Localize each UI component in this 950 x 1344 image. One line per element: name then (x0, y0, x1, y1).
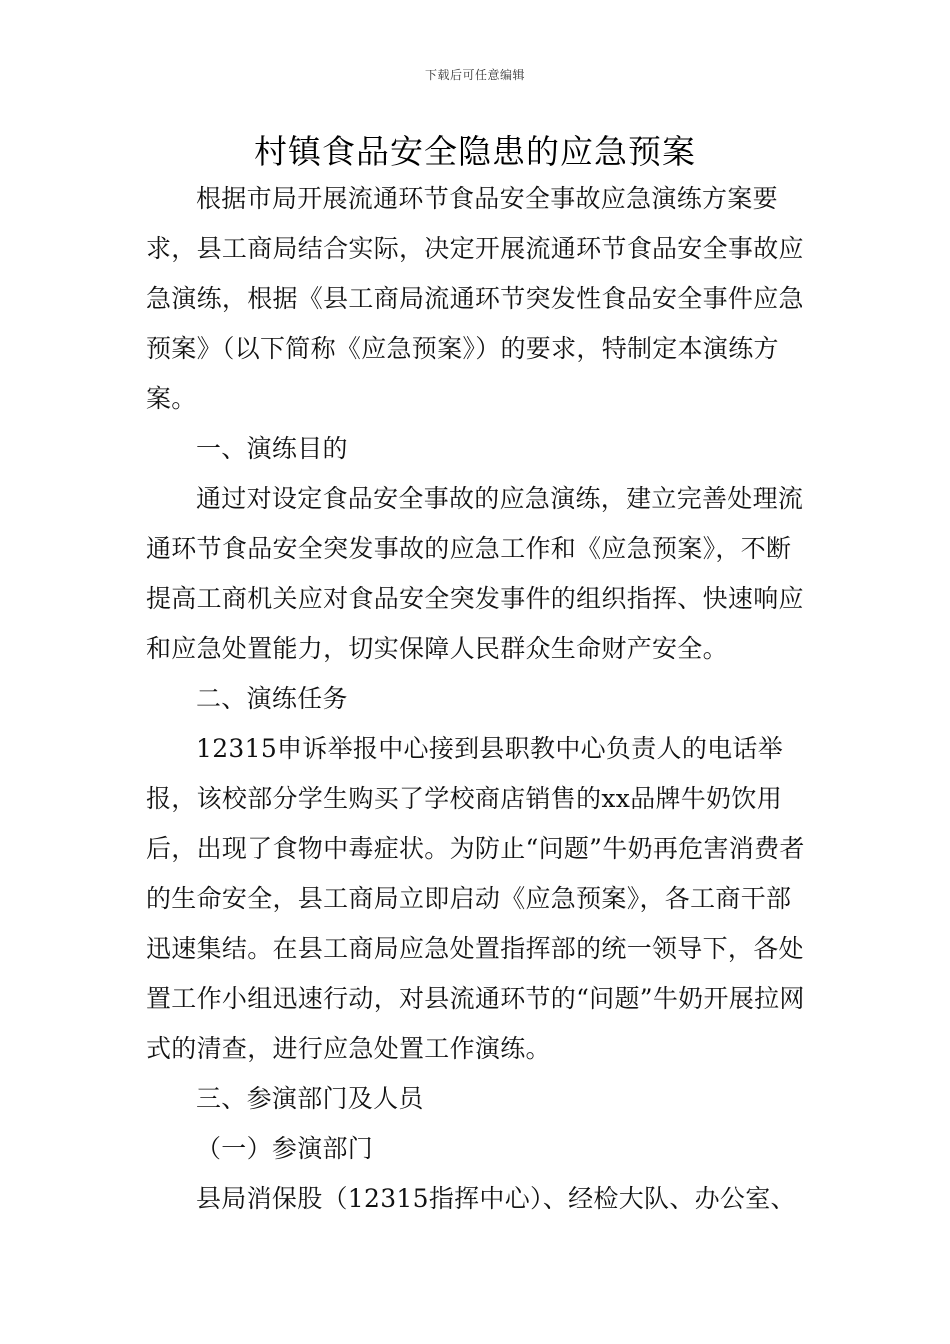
header-note: 下载后可任意编辑 (424, 68, 525, 82)
document-body (146, 174, 811, 1224)
section-heading-purpose: 一、演练目的 (196, 434, 348, 463)
departments-paragraph: 县局消保股（12315指挥中心）、经检大队、办公室、 (196, 1184, 796, 1213)
task-paragraph: 12315申诉举报中心接到县职教中心负责人的电话举报，该校部分学生购买了学校商店销售的xx品牌牛奶饮用后，出现了食物中毒症状。为防止“问题”牛奶再危害消费者的生命安全，县工商局立即启动《应急预案》，各工商干部迅速集结。在县工商局应急处置指挥部的统一领导下，各处置工作小组迅速行动，对县流通环节的“问题”牛奶开展拉网式的清查，进行应急处置工作演练。 (146, 734, 805, 1063)
section-heading-task: 二、演练任务 (196, 684, 348, 713)
document-title: 村镇食品安全隐患的应急预案 (254, 132, 696, 171)
intro-paragraph: 根据市局开展流通环节食品安全事故应急演练方案要求，县工商局结合实际，决定开展流通环节食品安全事故应急演练，根据《县工商局流通环节突发性食品安全事件应急预案》（以下简称《应急预案》）的要求，特制定本演练方案。 (146, 184, 804, 413)
purpose-paragraph: 通过对设定食品安全事故的应急演练，建立完善处理流通环节食品安全突发事故的应急工作和《应急预案》，不断提高工商机关应对食品安全突发事件的组织指挥、快速响应和应急处置能力，切实保障人民群众生命财产安全。 (146, 484, 804, 663)
section-heading-participants: 三、参演部门及人员 (196, 1084, 424, 1113)
subsection-heading-departments: （一）参演部门 (196, 1134, 374, 1163)
